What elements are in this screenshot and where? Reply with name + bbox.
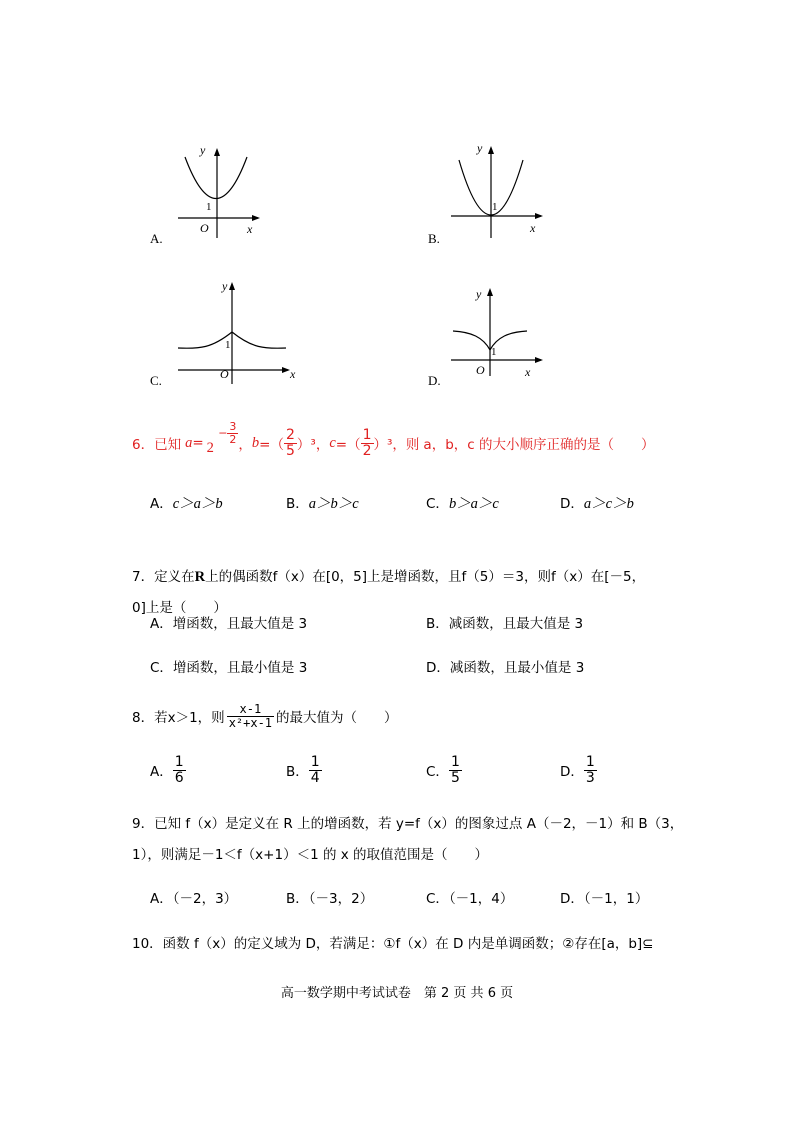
- q6-var-b: b: [251, 434, 260, 451]
- graph-c-x-label: x: [290, 367, 296, 381]
- q8-option-c[interactable]: C． $\frac{1}{5}$: [426, 753, 460, 786]
- graph-a-one: 1: [206, 201, 212, 213]
- q8-frac-num: x-1: [227, 703, 274, 717]
- q6-number: 6．已知: [132, 437, 182, 453]
- q9-option-a[interactable]: A．（－2，3）: [150, 891, 238, 907]
- q8-fraction: [227, 703, 274, 729]
- q8-option-a[interactable]: A． $\frac{1}{6}$: [150, 753, 184, 786]
- q6-pow2: ）³，则: [373, 437, 420, 453]
- q7-option-c[interactable]: C．增函数，且最小值是 3: [150, 660, 308, 676]
- q6-eq3: =（: [335, 437, 361, 453]
- graph-c-x-arrow: [282, 367, 290, 373]
- q6-tail: a，b，c 的大小顺序正确的是（ ）: [423, 437, 655, 453]
- q6-frac-c-den: 2: [362, 442, 372, 459]
- graph-a-label: A.: [150, 231, 163, 246]
- q6-frac-b: [284, 428, 297, 458]
- q9-option-d[interactable]: D．（－1，1）: [560, 891, 649, 907]
- graph-b: [445, 138, 555, 238]
- graph-d-x-label: x: [525, 365, 531, 379]
- q7-option-a[interactable]: A．增函数，且最大值是 3: [150, 616, 308, 632]
- graph-a-curve: [185, 157, 247, 199]
- q8-option-b[interactable]: B． $\frac{1}{4}$: [286, 753, 320, 786]
- question-8: [132, 693, 398, 739]
- q8-condition: x＞1，则: [167, 710, 225, 726]
- q6-base: 2: [206, 440, 214, 456]
- q6-exp-sign: −: [218, 426, 228, 440]
- q6-var-a: a: [185, 434, 193, 451]
- graph-b-x-arrow: [535, 213, 543, 219]
- graph-d-y-label: y: [476, 287, 482, 301]
- graph-a-x-arrow: [252, 215, 260, 221]
- q7-line1: 7．定义在R上的偶函数f（x）在[0，5]上是增函数，且f（5）＝3，则f（x）在[－5，: [132, 569, 646, 585]
- q10-line1: 10．函数 f（x）的定义域为 D，若满足：①f（x）在 D 内是单调函数；②存在[a，b]⊆: [132, 936, 654, 952]
- graph-b-label: B.: [428, 231, 440, 246]
- q6-exponent: [218, 421, 238, 445]
- q8-post: 的最大值为（ ）: [276, 710, 398, 726]
- graph-a: [170, 140, 270, 240]
- q6-power: [206, 419, 239, 456]
- q6-option-a[interactable]: A．c＞a＞b: [150, 496, 223, 512]
- graph-c-label: C.: [150, 373, 162, 388]
- graph-b-x-label: x: [530, 221, 536, 235]
- graph-d: [445, 282, 555, 382]
- question-6: [132, 418, 654, 468]
- q8-frac-den: x²+x-1: [228, 715, 273, 730]
- graph-c-y-arrow: [229, 282, 235, 290]
- q6-exp-num: 3: [229, 419, 237, 433]
- graph-a-y-arrow: [214, 148, 220, 156]
- q6-comma: ，: [238, 437, 252, 453]
- graph-b-one: 1: [492, 201, 498, 213]
- q7-line2: 0]上是（ ）: [132, 600, 227, 616]
- q9-line2: 1），则满足－1＜f（x+1）＜1 的 x 的取值范围是（ ）: [132, 847, 489, 863]
- graph-d-one: 1: [491, 346, 497, 358]
- page-footer: 高一数学期中考试试卷 第 2 页 共 6 页: [280, 986, 514, 1001]
- q6-frac-c-num: 1: [362, 426, 372, 443]
- q6-exp-frac: [227, 421, 238, 445]
- q7-option-b[interactable]: B．减函数，且最大值是 3: [426, 616, 584, 632]
- q6-pow1: ）³，: [296, 437, 330, 453]
- q6-eq1: =: [192, 435, 204, 451]
- graph-a-y-label: y: [200, 143, 206, 157]
- graph-c: [170, 272, 310, 387]
- graph-b-y-arrow: [488, 146, 494, 154]
- q6-eq2: =（: [259, 437, 284, 453]
- graph-c-origin: O: [220, 367, 229, 381]
- graph-d-x-arrow: [535, 357, 543, 363]
- q8-option-d[interactable]: D． $\frac{1}{3}$: [560, 753, 595, 786]
- q6-var-c: c: [329, 434, 336, 451]
- q6-frac-b-den: 5: [285, 442, 295, 459]
- q7-option-d[interactable]: D．减函数，且最小值是 3: [426, 660, 585, 676]
- graph-c-y-label: y: [222, 279, 228, 293]
- q9-line1: 9．已知 f（x）是定义在 R 上的增函数，若 y=f（x）的图象过点 A（－2，－1）和 B（3，: [132, 816, 684, 832]
- q9-option-c[interactable]: C．（－1，4）: [426, 891, 514, 907]
- graph-d-label: D.: [428, 373, 441, 388]
- q9-option-b[interactable]: B．（－3，2）: [286, 891, 374, 907]
- graph-b-y-label: y: [477, 141, 483, 155]
- q6-frac-c: [361, 428, 374, 458]
- q6-exp-den: 2: [229, 432, 237, 446]
- graph-c-one: 1: [225, 339, 231, 351]
- graph-d-y-arrow: [487, 288, 493, 296]
- q6-option-b[interactable]: B．a＞b＞c: [286, 496, 359, 512]
- q6-option-c[interactable]: C．b＞a＞c: [426, 496, 499, 512]
- graph-a-origin: O: [200, 221, 209, 235]
- graph-a-x-label: x: [247, 222, 253, 236]
- graph-d-origin: O: [476, 363, 485, 377]
- q8-number: 8．若: [132, 710, 168, 726]
- q6-frac-b-num: 2: [285, 426, 295, 443]
- q6-option-d[interactable]: D．a＞c＞b: [560, 496, 634, 512]
